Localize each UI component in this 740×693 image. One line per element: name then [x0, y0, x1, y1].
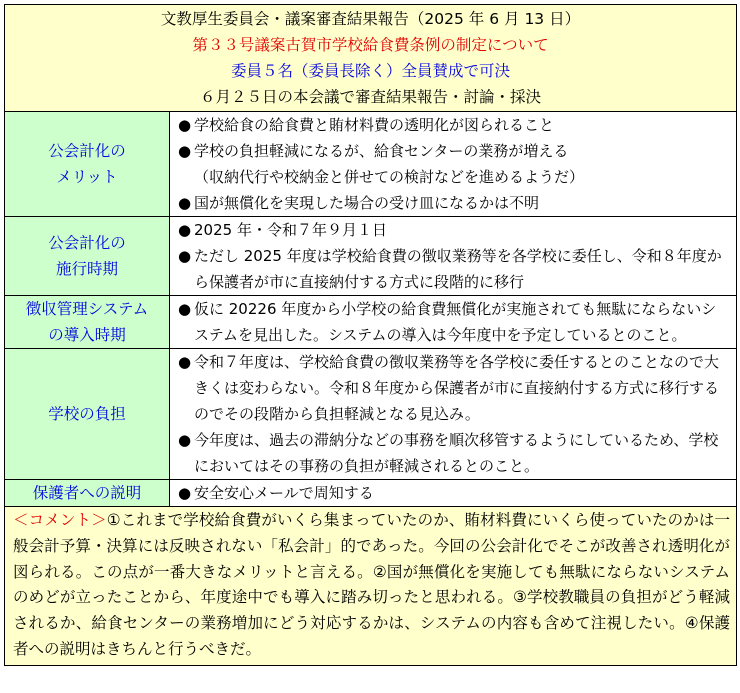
row-label-line: 徴収管理システム	[25, 300, 149, 318]
table-row	[5, 217, 737, 296]
row-label	[5, 349, 170, 480]
row-label-line: 学校の負担	[48, 405, 126, 423]
table-row	[5, 112, 737, 217]
list-item: ● 安全安心メールで周知する	[178, 480, 730, 506]
row-label-line: 公会計化の	[48, 142, 126, 160]
row-label	[5, 480, 170, 507]
header-bill-name: 第３３号議案古賀市学校給食費条例の制定について	[192, 36, 549, 54]
comment-box	[5, 507, 737, 666]
bullet-icon: ●	[178, 116, 192, 134]
row-label-line: メリット	[56, 168, 118, 186]
table-row	[5, 349, 737, 480]
list-item: ● 今年度は、過去の滞納分などの事務を順次移管するようにしているため、学校においてはその事務の負担が軽減されるとのこと。	[178, 427, 730, 479]
header-vote-result: 委員５名（委員長除く）全員賛成で可決	[231, 62, 511, 80]
row-label	[5, 112, 170, 217]
list-item: ● 2025 年・令和７年９月１日	[178, 217, 730, 243]
row-label-line: 施行時期	[55, 260, 118, 278]
row-label	[5, 296, 170, 349]
row-content	[170, 296, 737, 349]
list-item: ● 令和７年度は、学校給食費の徴収業務等を各学校に委任するとのことなので大きくは変わらない。令和８年度から保護者が市に直接納付する方式に移行するのでその段階から負担軽減となる見込み。	[178, 349, 730, 427]
list-item: （収納代行や校納金と併せての検討などを進めるようだ）	[194, 168, 585, 186]
list-item: ● 学校給食の給食費と賄材料費の透明化が図られること	[178, 112, 730, 138]
row-label	[5, 217, 170, 296]
bullet-icon: ●	[178, 247, 192, 265]
header-row	[5, 5, 737, 112]
comment-row	[5, 507, 737, 666]
report-header	[5, 5, 737, 112]
row-content	[170, 480, 737, 507]
bullet-icon: ●	[178, 300, 192, 318]
row-content	[170, 217, 737, 296]
list-item: ● 国が無償化を実現した場合の受け皿になるかは不明	[178, 190, 730, 216]
row-content	[170, 112, 737, 217]
table-row	[5, 296, 737, 349]
bullet-icon: ●	[178, 142, 192, 160]
bullet-icon: ●	[178, 431, 192, 449]
table-row	[5, 480, 737, 507]
list-item: ● ただし 2025 年度は学校給食費の徴収業務等を各学校に委任し、令和８年度から保護者が市に直接納付する方式に段階的に移行	[178, 243, 730, 295]
bullet-icon: ●	[178, 194, 192, 212]
list-item: ● 仮に 20226 年度から小学校の給食費無償化が実施されても無駄にならないシステムを見出した。システムの導入は今年度中を予定しているとのこと。	[178, 296, 730, 348]
comment-body: ①これまで学校給食費がいくら集まっていたのか、賄材料費にいくら使っていたのかは一般会計予算・決算には反映されない「私会計」的であった。今回の公会計化でそこが改善され透明化が図られる。この点が一番大きなメリットと言える。②国が無償化を実施しても無駄にならないシステムのめどが立ったことから、年度途中でも導入に踏み切ったと思われる。③学校教職員の負担がどう軽減されるか、給食センターの業務増加にどう対応するかは、システムの内容も含めて注視したい。④保護者への説明はきちんと行うべきだ。	[13, 511, 731, 658]
row-label-line: 公会計化の	[48, 234, 126, 252]
bullet-icon: ●	[178, 221, 192, 239]
list-item: ● 学校の負担軽減になるが、給食センターの業務が増える	[178, 138, 730, 164]
row-label-line: の導入時期	[48, 326, 126, 344]
report-table	[4, 4, 737, 666]
header-plenary-note: ６月２５日の本会議で審査結果報告・討論・採決	[200, 88, 542, 106]
comment-heading: ＜コメント＞	[13, 511, 107, 529]
header-title: 文教厚生委員会・議案審査結果報告（2025 年 6 月 13 日）	[160, 10, 581, 28]
row-content	[170, 349, 737, 480]
row-label-line: 保護者への説明	[32, 484, 142, 502]
bullet-icon: ●	[178, 353, 192, 371]
bullet-icon: ●	[178, 484, 192, 502]
